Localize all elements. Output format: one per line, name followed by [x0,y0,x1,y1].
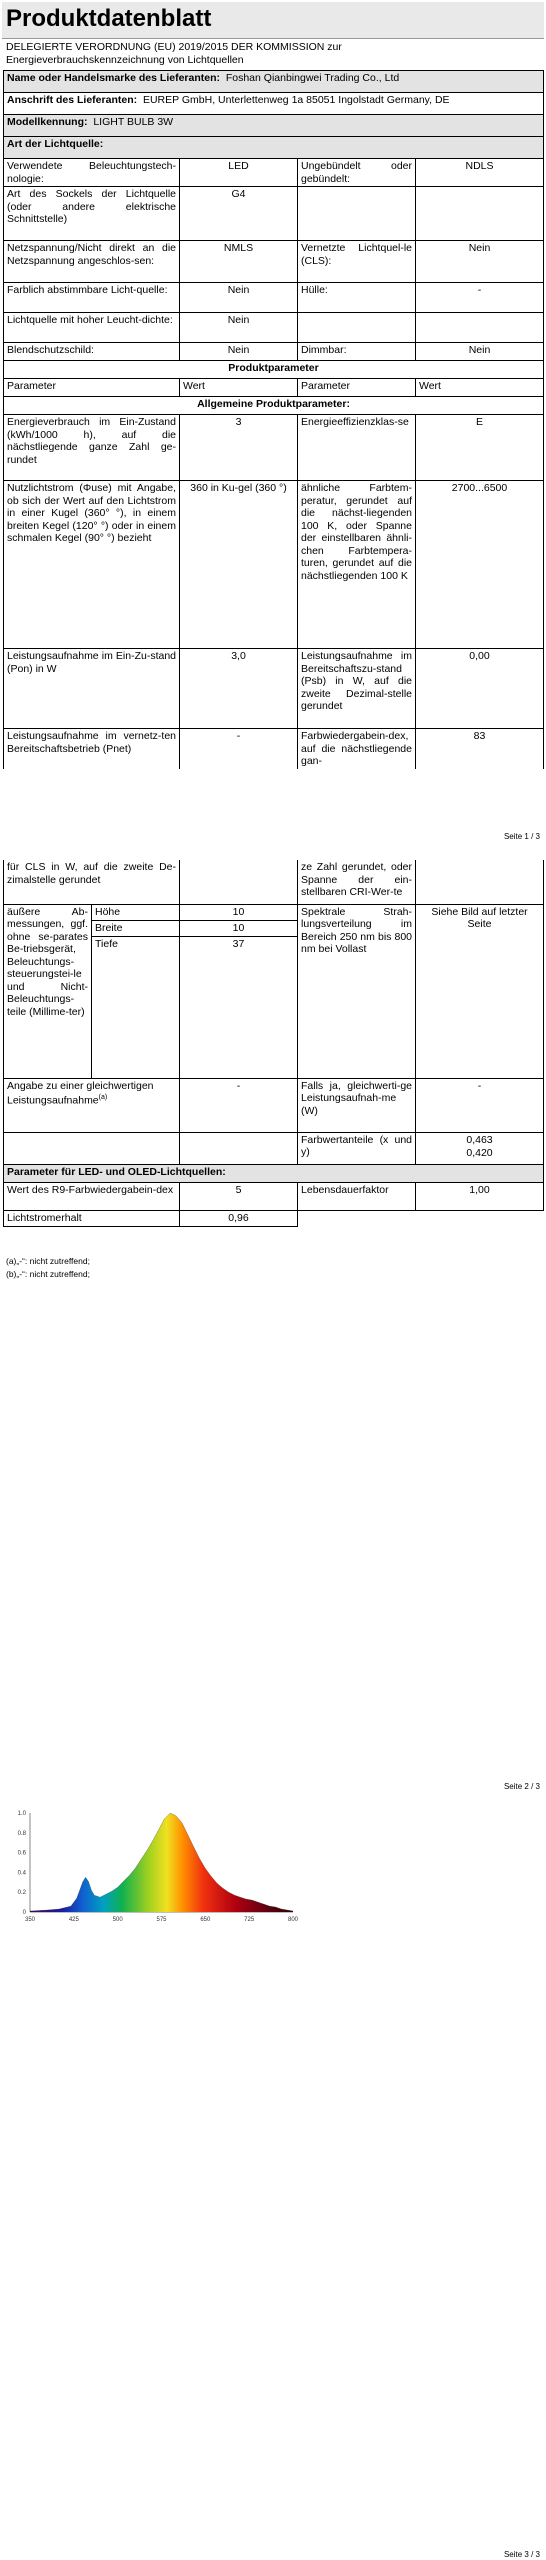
y-tick-label: 0.4 [17,1870,26,1877]
supplier-address-row [4,93,544,115]
row-value: LED [180,159,298,187]
chart-marks [30,1813,293,1912]
maintenance-label: Lichtstromerhalt [4,1210,180,1226]
chroma-x: 0,463 [466,1133,493,1146]
regulation-line-2: Energieverbrauchskennzeichnung von Lichtquellen [6,54,244,66]
led-params-heading: Parameter für LED- und OLED-Lichtquellen: [4,1164,544,1182]
row-label: Dimmbar: [298,343,416,361]
model-value: LIGHT BULB 3W [93,116,174,128]
table-row [4,1210,544,1226]
equiv-power-value: - [416,1078,544,1132]
page-title: Produktdatenblatt [6,5,212,32]
supplier-name-row [4,71,544,93]
row-value [180,860,298,904]
dimension-name: Tiefe [92,936,180,1078]
dimensions-label: äußere Ab-messungen, ggf. ohne se-parates Be-triebsgerät, Beleuchtungs-steuerungstei-le und Nicht-Beleuchtungs-teile (Millime-ter) [4,904,92,1078]
row-value: Nein [180,343,298,361]
equiv-value: - [180,1078,298,1132]
row-value: NDLS [416,159,544,187]
page-3 [0,1805,546,2560]
supplier-name-value: Foshan Qianbingwei Trading Co., Ltd [225,72,400,84]
table-row [4,1078,544,1132]
dimension-value: 10 [180,904,298,920]
row-value: - [180,729,298,769]
row-label: Art des Sockels der Lichtquelle (oder andere elektrische Schnittstelle) [4,187,180,241]
table-row [4,343,544,361]
row-value [180,1132,298,1164]
column-header-param: Parameter [298,379,416,397]
row-label: Nutzlichtstrom (Φuse) mit Angabe, ob sich der Wert auf den Lichtstrom in einer Kugel (360° °), in einem breiten Kegel (120° °) oder in einem schmalen Kegel (90° °) bezieht [4,481,180,649]
row-label: ähnliche Farbtem-peratur, gerundet auf die nächst-liegenden 100 K, oder Spanne der einstellbaren ähnli-chen Farbtempera-turen, gerundet auf die nächstliegenden 100 K [298,481,416,649]
row-label: Lichtquelle mit hoher Leucht-dichte: [4,313,180,343]
equiv-footnote-ref: (a) [98,1094,108,1101]
row-label: Leistungsaufnahme im Bereitschaftszu-stand (Psb) in W, auf die zweite Dezimal-stelle gerundet [298,649,416,729]
row-value [416,313,544,343]
dimension-name: Höhe [92,904,180,920]
row-value: 360 in Ku-gel (360 °) [180,481,298,649]
row-value: 2700...6500 [416,481,544,649]
row-label [298,313,416,343]
table-row [4,415,544,481]
y-tick-label: 0.2 [17,1890,26,1897]
table-row [4,241,544,283]
row-label: Blendschutzschild: [4,343,180,361]
row-label: Hülle: [298,283,416,313]
spectral-chart-svg [8,1805,308,1930]
row-label: Energieverbrauch im Ein-Zustand (kWh/1000 h), auf die nächstliegende ganze Zahl ge-rundet [4,415,180,481]
table-row [4,1182,544,1210]
row-value: E [416,415,544,481]
regulation-line-1: DELEGIERTE VERORDNUNG (EU) 2019/2015 DER KOMMISSION zur [6,41,342,53]
general-params-heading: Allgemeine Produktparameter: [4,397,544,415]
x-tick-label: 575 [156,1917,167,1923]
spectral-label: Spektrale Strah-lungsverteilung im Bereich 250 nm bis 800 nm bei Vollast [298,904,416,1078]
row-label [298,187,416,241]
title-bar [2,2,544,39]
row-value: 3,0 [180,649,298,729]
table-row [4,159,544,187]
row-label: Leistungsaufnahme im vernetz-ten Bereitschaftsbetrieb (Pnet) [4,729,180,769]
table-row [4,1132,544,1164]
chroma-values [416,1132,544,1164]
column-header-row [4,379,544,397]
footnote-a: (a)„-“: nicht zutreffend; [6,1256,90,1266]
y-tick-label: 1.0 [17,1811,26,1817]
page-1 [0,0,546,841]
dimension-name: Breite [92,920,180,936]
table-row [4,860,544,904]
maintenance-value: 0,96 [180,1210,298,1226]
empty-cell [416,1210,544,1226]
dimension-value: 10 [180,920,298,936]
model-label: Modellkennung: [7,116,88,128]
product-params-heading: Produktparameter [4,361,544,379]
r9-value: 5 [180,1182,298,1210]
footnotes [6,1255,90,1281]
column-header-value: Wert [416,379,544,397]
page-2 [0,860,546,1800]
row-label: Farblich abstimmbare Licht-quelle: [4,283,180,313]
row-label: Energieeffizienzklas-se [298,415,416,481]
x-tick-label: 800 [287,1917,299,1923]
row-value: 83 [416,729,544,769]
chroma-y: 0,420 [466,1146,493,1159]
row-value: Nein [180,283,298,313]
equiv-label-cell [4,1078,180,1132]
row-label: Verwendete Beleuchtungstech-nologie: [4,159,180,187]
row-label [4,1132,180,1164]
x-tick-label: 350 [24,1917,36,1923]
supplier-address-label: Anschrift des Lieferanten: [7,94,138,106]
column-header-value: Wert [180,379,298,397]
row-value: 3 [180,415,298,481]
supplier-table [3,70,544,769]
spectrum-area [30,1813,293,1912]
x-tick-label: 500 [112,1917,123,1923]
empty-cell [298,1210,416,1226]
equiv-label: Angabe zu einer gleichwertigen Leistungsaufnahme [7,1079,154,1107]
supplier-name-label: Name oder Handelsmarke des Lieferanten: [7,72,220,84]
y-tick-label: 0.6 [17,1850,26,1857]
row-value: G4 [180,187,298,241]
spectral-value: Siehe Bild auf letzter Seite [416,904,544,1078]
row-value: NMLS [180,241,298,283]
row-value: - [416,283,544,313]
table-row [4,313,544,343]
page-number: Seite 3 / 3 [503,2550,540,2559]
x-tick-label: 425 [68,1917,79,1923]
supplier-address-value: EUREP GmbH, Unterlettenweg 1a 85051 Ingolstadt Germany, DE [142,94,450,106]
row-label: ze Zahl gerundet, oder Spanne der ein-stellbaren CRI-Wer-te [298,860,416,904]
row-label: Netzspannung/Nicht direkt an die Netzspannung angeschlos-sen: [4,241,180,283]
row-label: Vernetzte Lichtquel-le (CLS): [298,241,416,283]
x-tick-label: 725 [244,1917,255,1923]
row-value [416,860,544,904]
model-row [4,115,544,137]
page-number: Seite 2 / 3 [503,1782,540,1791]
r9-label: Wert des R9-Farbwiedergabein-dex [4,1182,180,1210]
table-row [4,649,544,729]
regulation-text [6,41,536,67]
column-header-param: Parameter [4,379,180,397]
equiv-power-label: Falls ja, gleichwerti-ge Leistungsaufnah-me (W) [298,1078,416,1132]
params-continued-table [3,860,544,1227]
dimension-value: 37 [180,936,298,1078]
row-label: Farbwiedergabein-dex, auf die nächstliegende gan- [298,729,416,769]
row-label: für CLS in W, auf die zweite De-zimalstelle gerundet [4,860,180,904]
table-row [4,729,544,769]
y-tick-label: 0.8 [17,1830,26,1837]
footnote-b: (b)„-“: nicht zutreffend; [6,1269,90,1279]
spectral-chart [8,1805,308,1930]
row-value: Nein [180,313,298,343]
lifetime-label: Lebensdauerfaktor [298,1182,416,1210]
row-label: Leistungsaufnahme im Ein-Zu-stand (Pon) in W [4,649,180,729]
row-label: Ungebündelt oder gebündelt: [298,159,416,187]
row-value: Nein [416,343,544,361]
chroma-label: Farbwertanteile (x und y) [298,1132,416,1164]
row-value: Nein [416,241,544,283]
lifetime-value: 1,00 [416,1182,544,1210]
y-tick-label: 0 [22,1910,26,1916]
row-value: 0,00 [416,649,544,729]
light-source-heading: Art der Lichtquelle: [4,137,544,159]
page-number: Seite 1 / 3 [503,832,540,841]
table-row [4,481,544,649]
row-value [416,187,544,241]
table-row [4,187,544,241]
x-tick-label: 650 [200,1917,211,1923]
table-row [4,283,544,313]
table-row [4,904,544,920]
